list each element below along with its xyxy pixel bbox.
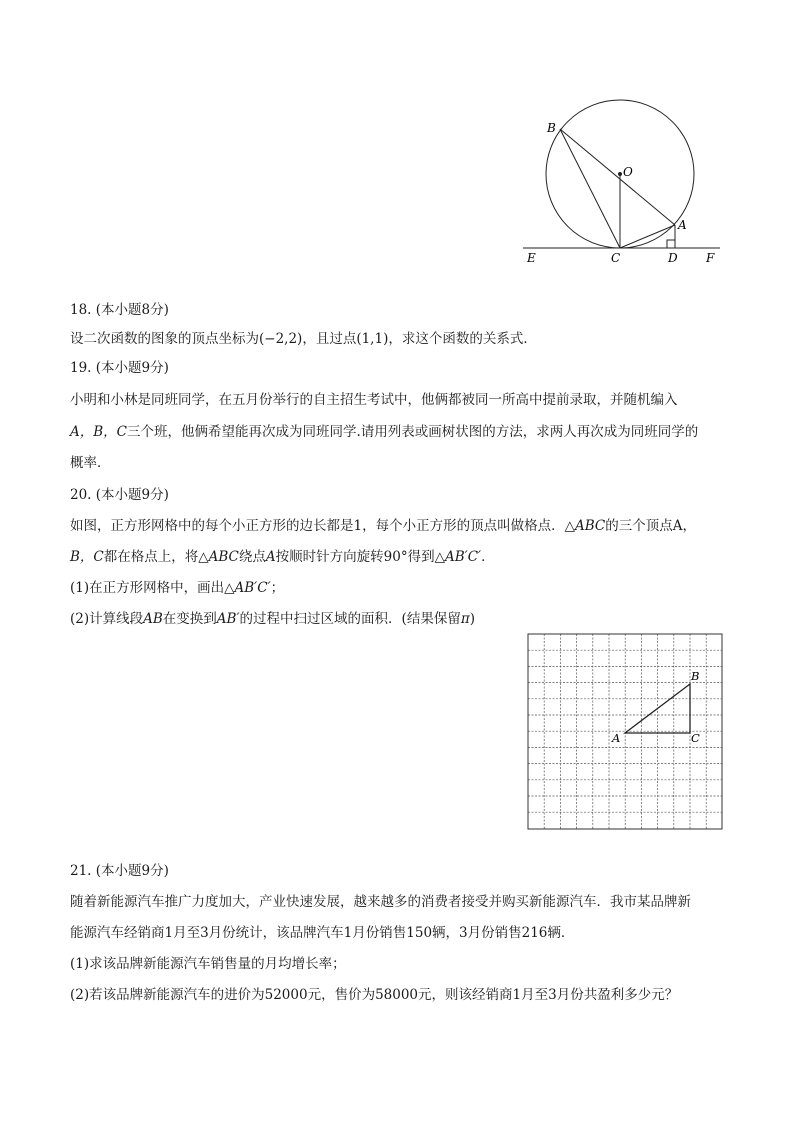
q21-header: 21. (本小题9分)	[70, 863, 169, 879]
q20-part2-text-a: (2)计算线段	[70, 611, 144, 627]
q21-part2: (2)若该品牌新能源汽车的进价为52000元，售价为58000元，则该经销商1月至3月份共盈利多少元？	[70, 987, 679, 1003]
q20-part1-end: ；	[270, 580, 285, 596]
q19-line1: 小明和小林是同班同学，在五月份举行的自主招生考试中，他俩都被同一所高中提前录取，并随机编入	[70, 392, 678, 408]
right-angle-mark	[667, 240, 675, 248]
q18-body-text-1: 设二次函数的图象的顶点坐标为	[70, 331, 259, 347]
label-f: F	[706, 251, 715, 265]
q20-part2-end: )	[469, 611, 475, 627]
q20-triangle-ab-c-prime: △AB′C′	[434, 549, 482, 565]
q18-body-text-2: ，且过点	[302, 331, 357, 347]
q19-line3: 概率．	[70, 455, 111, 471]
q20-line1	[70, 516, 696, 536]
q21-part1: (1)求该品牌新能源汽车销售量的月均增长率；	[70, 956, 346, 972]
q19-class-vars: A，B，C	[70, 424, 127, 440]
q20-part2-text-c: 的过程中扫过区域的面积．(结果保留	[239, 611, 461, 627]
q20-header: 20. (本小题9分)	[70, 487, 169, 503]
q20-part1-triangle: △AB′C′	[224, 580, 271, 596]
q20-part2	[70, 609, 475, 629]
q20-segment-ab-prime: AB′	[216, 611, 240, 627]
q20-line2	[70, 547, 495, 567]
q18-body	[70, 329, 537, 349]
circle-tangent-figure	[515, 90, 730, 270]
label-grid-b: B	[691, 669, 700, 683]
q20-line2-text-c: 按顺时针方向旋转90°得到	[275, 549, 435, 565]
q20-pi-symbol: π	[460, 611, 470, 627]
label-e: E	[527, 251, 536, 265]
q20-triangle-abc-2: △ABC	[198, 549, 239, 565]
q18-point: (1,1)	[356, 331, 389, 347]
q20-part1-text: (1)在正方形网格中，画出	[70, 580, 225, 596]
q21-line1: 随着新能源汽车推广力度加大，产业快速发展，越来越多的消费者接受并购买新能源汽车．我市某品牌新	[70, 894, 691, 910]
q19-header: 19. (本小题9分)	[70, 360, 169, 376]
q20-line1-text: 如图，正方形网格中的每个小正方形的边长都是1，每个小正方形的顶点叫做格点．	[70, 518, 565, 534]
label-b: B	[547, 121, 556, 135]
q20-point-a: A	[265, 549, 276, 565]
q20-line1-tail: 的三个顶点A，	[605, 518, 696, 534]
q20-segment-ab: AB	[143, 611, 163, 627]
label-d: D	[668, 251, 678, 265]
q20-vertex-vars: B，C	[70, 549, 104, 565]
q21-line2: 能源汽车经销商1月至3月份统计，该品牌汽车1月份销售150辆，3月份销售216辆．	[70, 925, 575, 941]
label-grid-c: C	[691, 731, 700, 745]
q20-part1	[70, 578, 284, 598]
q19-line2	[70, 422, 698, 442]
label-grid-a: A	[612, 731, 621, 745]
q20-part2-text-b: 在变换到	[162, 611, 217, 627]
segment-ba	[560, 129, 675, 225]
label-o: O	[623, 165, 633, 179]
q18-header: 18. (本小题8分)	[70, 302, 169, 318]
center-point-o	[618, 172, 622, 176]
q20-line2-text-b: 绕点	[238, 549, 266, 565]
grid-triangle-figure	[520, 628, 730, 838]
segment-bc	[560, 129, 620, 248]
q19-line2-text: 三个班，他俩希望能再次成为同班同学.请用列表或画树状图的方法，求两人再次成为同班同学的	[127, 424, 699, 440]
q20-line2-end: ．	[481, 549, 495, 565]
q18-body-text-3: ，求这个函数的关系式．	[388, 331, 537, 347]
label-a: A	[678, 218, 687, 232]
q20-line2-text-a: 都在格点上，将	[103, 549, 199, 565]
label-c: C	[611, 251, 621, 265]
q18-vertex: (−2,2)	[259, 331, 303, 347]
q20-triangle-abc: △ABC	[564, 518, 606, 534]
